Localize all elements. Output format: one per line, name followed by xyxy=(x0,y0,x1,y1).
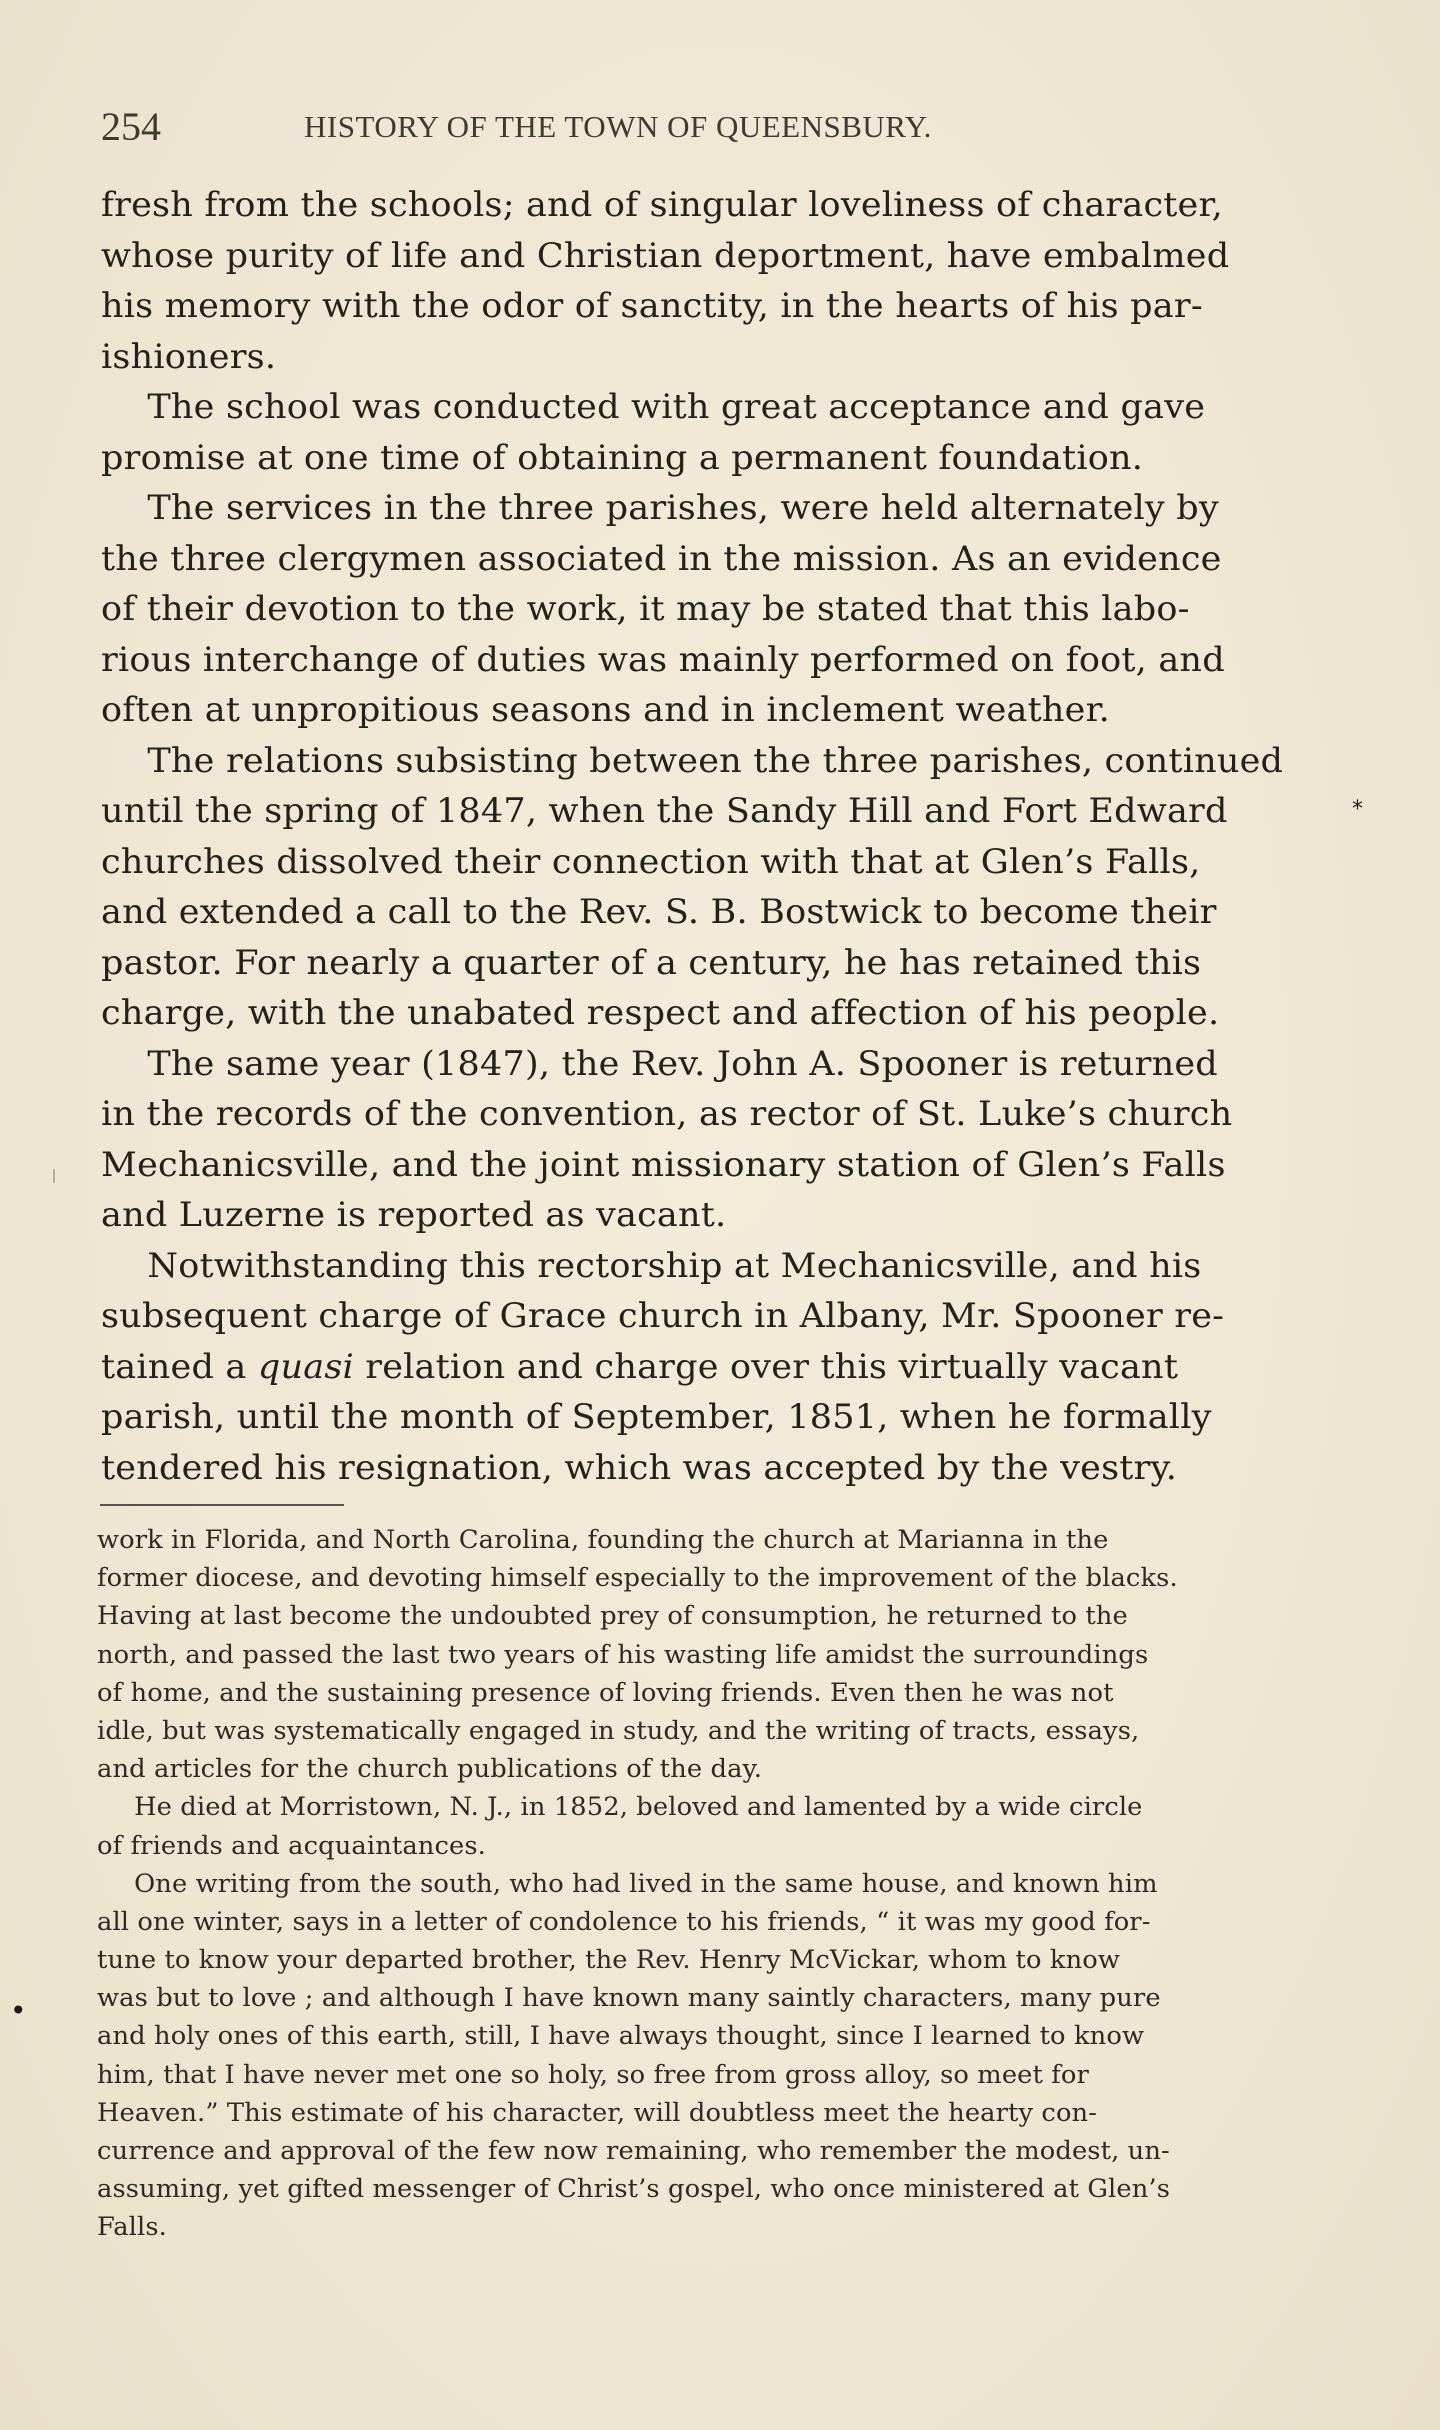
footnote-line: former diocese, and devoting himself especially to the improvement of the blacks. xyxy=(97,1563,1178,1593)
body-line: his memory with the odor of sanctity, in the hearts of his par- xyxy=(101,286,1203,326)
body-line-with-italic xyxy=(101,1342,1337,1393)
body-text xyxy=(101,180,1301,1493)
body-line: rious interchange of duties was mainly performed on foot, and xyxy=(101,639,1225,680)
margin-asterisk: * xyxy=(1352,797,1363,822)
body-line: The relations subsisting between the three parishes, continued xyxy=(147,740,1284,781)
italic-word: quasi xyxy=(257,1346,354,1387)
footnote xyxy=(97,1521,1347,2247)
body-line: The services in the three parishes, were held alternately by xyxy=(147,488,1219,528)
footnote-line: Heaven.” This estimate of his character, will doubtless meet the hearty con- xyxy=(97,2097,1098,2127)
footnote-line: of home, and the sustaining presence of loving friends. Even then he was not xyxy=(97,1677,1114,1707)
margin-tick xyxy=(53,1169,55,1183)
body-line: churches dissolved their connection with that at Glen’s Falls, xyxy=(101,841,1201,882)
body-line: subsequent charge of Grace church in Albany, Mr. Spooner re- xyxy=(101,1296,1225,1336)
body-line: whose purity of life and Christian deportment, have embalmed xyxy=(101,235,1230,276)
footnote-line: of friends and acquaintances. xyxy=(97,1830,486,1860)
running-head xyxy=(101,102,1121,152)
footnote-line: him, that I have never met one so holy, so free from gross alloy, so meet for xyxy=(97,2059,1089,2089)
margin-bullet: • xyxy=(10,1994,27,2027)
body-line: in the records of the convention, as rector of St. Luke’s church xyxy=(101,1094,1233,1134)
footnote-line: idle, but was systematically engaged in study, and the writing of tracts, essays, xyxy=(97,1715,1140,1745)
footnote-line: work in Florida, and North Carolina, founding the church at Marianna in the xyxy=(97,1525,1109,1554)
body-line: of their devotion to the work, it may be stated that this labo- xyxy=(101,589,1190,629)
footnote-line: assuming, yet gifted messenger of Christ’s gospel, who once ministered at Glen’s xyxy=(97,2174,1171,2204)
body-line: and extended a call to the Rev. S. B. Bostwick to become their xyxy=(101,892,1217,932)
body-line: often at unpropitious seasons and in inclement weather. xyxy=(101,690,1111,730)
footnote-line: Falls. xyxy=(97,2212,167,2242)
footnote-line: was but to love ; and although I have known many saintly characters, many pure xyxy=(97,1983,1161,2013)
footnote-line: tune to know your departed brother, the Rev. Henry McVickar, whom to know xyxy=(97,1945,1121,1975)
footnote-line: Having at last become the undoubted prey of consumption, he returned to the xyxy=(97,1601,1128,1631)
body-text-fragment: relation and charge over this virtually vacant xyxy=(365,1346,1179,1387)
body-line: pastor. For nearly a quarter of a century, he has retained this xyxy=(101,942,1202,983)
body-line: charge, with the unabated respect and affection of his people. xyxy=(101,993,1220,1033)
body-line: The school was conducted with great acceptance and gave xyxy=(147,387,1206,427)
body-line: parish, until the month of September, 1851, when he formally xyxy=(101,1397,1212,1437)
footnote-line: and holy ones of this earth, still, I have always thought, since I learned to know xyxy=(97,2021,1145,2051)
body-line: fresh from the schools; and of singular loveliness of character, xyxy=(101,185,1223,225)
footnote-line: north, and passed the last two years of his wasting life amidst the surroundings xyxy=(97,1639,1149,1669)
body-line: until the spring of 1847, when the Sandy Hill and Fort Edward xyxy=(101,791,1228,831)
body-line: Notwithstanding this rectorship at Mechanicsville, and his xyxy=(147,1245,1202,1286)
footnote-line: all one winter, says in a letter of condolence to his friends, “ it was my good for- xyxy=(97,1906,1151,1936)
body-line: The same year (1847), the Rev. John A. Spooner is returned xyxy=(147,1043,1218,1084)
body-text-fragment: tained a xyxy=(101,1346,258,1387)
page-number: 254 xyxy=(101,104,161,149)
body-line: promise at one time of obtaining a permanent foundation. xyxy=(101,437,1144,478)
running-title: HISTORY OF THE TOWN OF QUEENSBURY. xyxy=(304,109,932,144)
footnote-line: and articles for the church publications of the day. xyxy=(97,1754,763,1784)
footnote-line: One writing from the south, who had lived in the same house, and known him xyxy=(134,1868,1158,1898)
body-line: and Luzerne is reported as vacant. xyxy=(101,1195,727,1235)
body-line: the three clergymen associated in the mission. As an evidence xyxy=(101,538,1222,579)
footnote-line: He died at Morristown, N. J., in 1852, beloved and lamented by a wide circle xyxy=(134,1792,1143,1822)
body-line: Mechanicsville, and the joint missionary station of Glen’s Falls xyxy=(101,1144,1226,1185)
footnote-line: currence and approval of the few now remaining, who remember the modest, un- xyxy=(97,2136,1170,2165)
body-line: ishioners. xyxy=(101,336,277,377)
footnote-divider xyxy=(100,1504,344,1506)
body-line: tendered his resignation, which was accepted by the vestry. xyxy=(101,1447,1178,1488)
